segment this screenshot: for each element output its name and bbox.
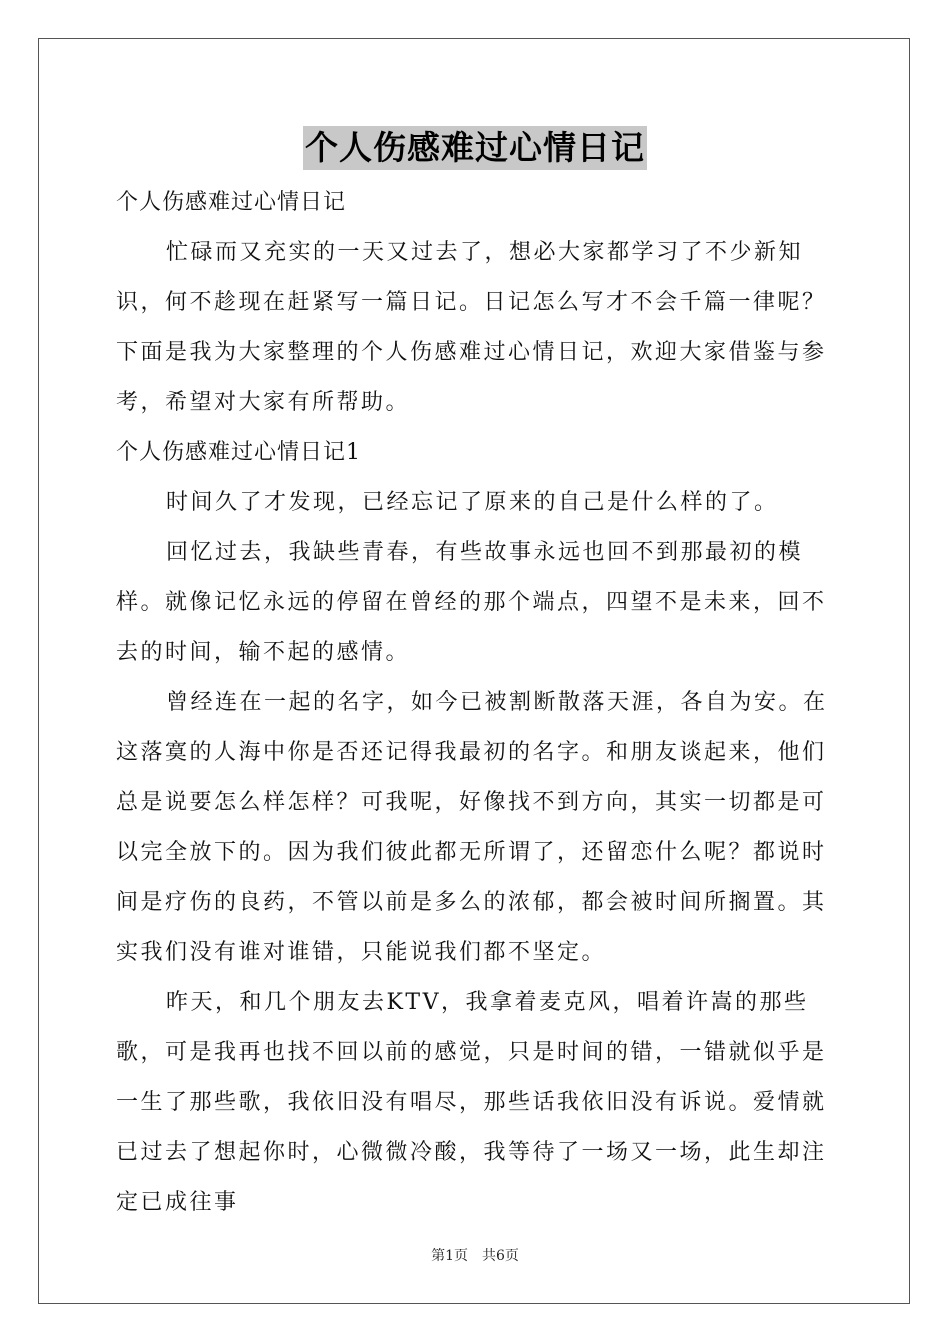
paragraph: 时间久了才发现，已经忘记了原来的自己是什么样的了。 <box>166 490 779 515</box>
document-title: 个人伤感难过心情日记 <box>303 126 647 170</box>
section-heading: 个人伤感难过心情日记1 <box>116 440 361 465</box>
paragraph: 曾经连在一起的名字，如今已被割断散落天涯，各自为安。在这落寞的人海中你是否还记得我最初的名字。和朋友谈起来，他们总是说要怎么样怎样？可我呢，好像找不到方向，其实一切都是可以完全放下的。因为我们彼此都无所谓了，还留恋什么呢？都说时间是疗伤的良药，不管以前是多么的浓郁，都会被时间所搁置。其实我们没有谁对谁错，只能说我们都不坚定。 <box>116 690 828 965</box>
document-subtitle: 个人伤感难过心情日记 <box>116 190 347 215</box>
document-body <box>116 178 834 1228</box>
paragraph-intro: 忙碌而又充实的一天又过去了，想必大家都学习了不少新知识，何不趁现在赶紧写一篇日记。日记怎么写才不会千篇一律呢？下面是我为大家整理的个人伤感难过心情日记，欢迎大家借鉴与参考，希望对大家有所帮助。 <box>116 240 827 415</box>
page-number-footer: 第1页 共6页 <box>431 1248 519 1264</box>
title-area <box>0 126 950 170</box>
paragraph: 昨天，和几个朋友去KTV，我拿着麦克风，唱着许嵩的那些歌，可是我再也找不回以前的感觉，只是时间的错，一错就似乎是一生了那些歌，我依旧没有唱尽，那些话我依旧没有诉说。爱情就已过去了想起你时，心微微冷酸，我等待了一场又一场，此生却注定已成往事 <box>116 990 827 1215</box>
paragraph: 回忆过去，我缺些青春，有些故事永远也回不到那最初的模样。就像记忆永远的停留在曾经的那个端点，四望不是未来，回不去的时间，输不起的感情。 <box>116 540 827 665</box>
